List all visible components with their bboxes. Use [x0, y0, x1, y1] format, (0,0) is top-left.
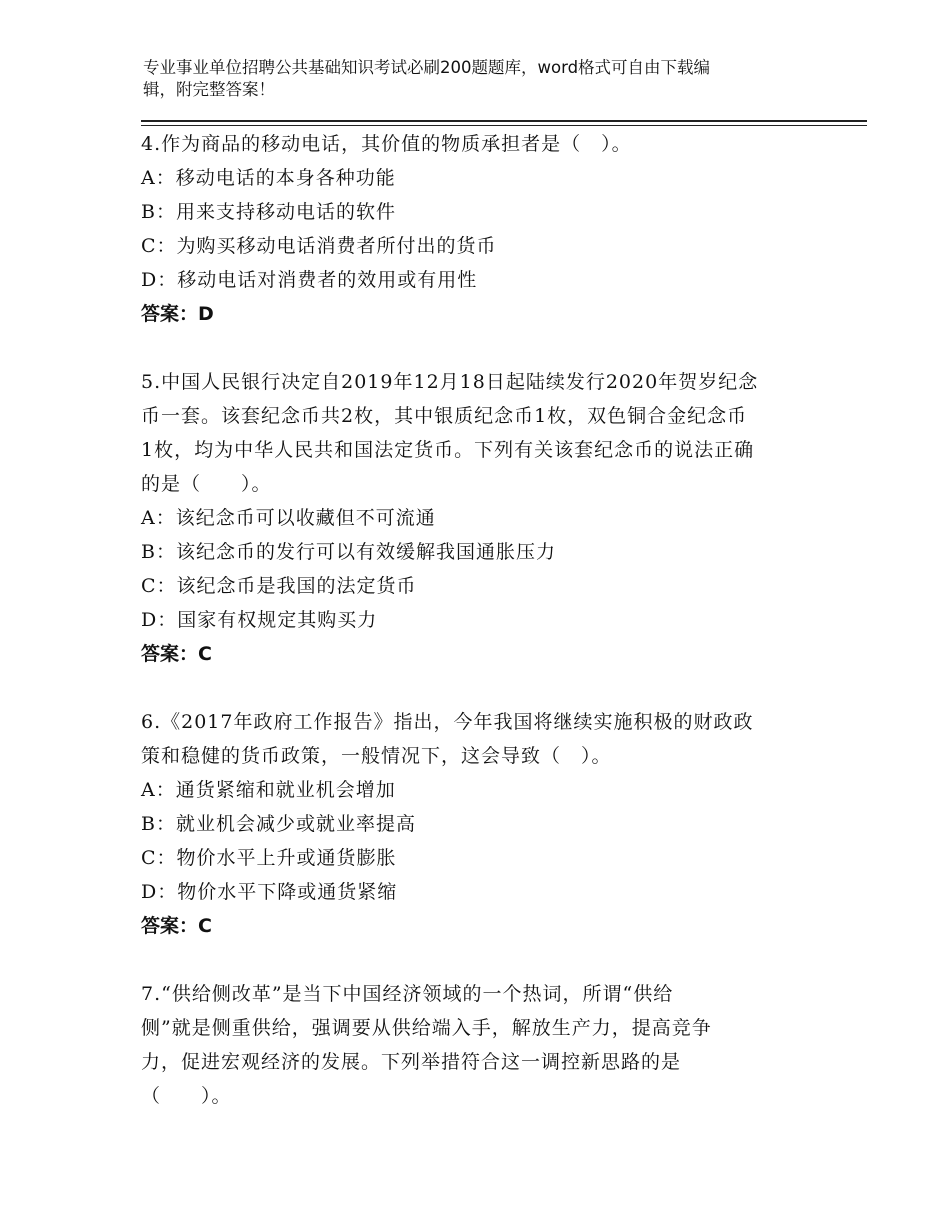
question-4-option-c: C：为购买移动电话消费者所付出的货币 — [141, 235, 497, 257]
question-6-option-c: C：物价水平上升或通货膨胀 — [141, 847, 397, 869]
header-line-1: 专业事业单位招聘公共基础知识考试必刷200题题库，word格式可自由下载编 — [143, 58, 711, 77]
question-6-stem-line-1: 6.《2017年政府工作报告》指出，今年我国将继续实施积极的财政政 — [141, 711, 754, 733]
question-7-stem-line-4: （ ）。 — [141, 1085, 232, 1107]
question-4-stem-line-1: 4.作为商品的移动电话，其价值的物质承担者是（ ）。 — [141, 133, 632, 155]
document-header — [143, 57, 793, 101]
question-5-stem-line-3: 1枚，均为中华人民共和国法定货币。下列有关该套纪念币的说法正确 — [141, 439, 755, 461]
question-5-option-d: D：国家有权规定其购买力 — [141, 609, 378, 631]
question-4-option-b: B：用来支持移动电话的软件 — [141, 201, 396, 223]
question-5-option-a: A：该纪念币可以收藏但不可流通 — [141, 507, 436, 529]
question-4-option-d: D：移动电话对消费者的效用或有用性 — [141, 269, 478, 291]
question-4 — [141, 127, 821, 331]
question-5-option-c: C：该纪念币是我国的法定货币 — [141, 575, 417, 597]
question-5 — [141, 365, 821, 671]
question-6-answer: 答案：C — [141, 915, 212, 937]
question-5-answer: 答案：C — [141, 643, 212, 665]
question-7-stem-line-1: 7.“供给侧改革”是当下中国经济领域的一个热词，所谓“供给 — [141, 983, 674, 1005]
question-6-option-a: A：通货紧缩和就业机会增加 — [141, 779, 396, 801]
question-6 — [141, 705, 821, 943]
question-6-stem-line-2: 策和稳健的货币政策，一般情况下，这会导致（ ）。 — [141, 745, 612, 767]
question-7-stem-line-2: 侧”就是侧重供给，强调要从供给端入手，解放生产力，提高竞争 — [141, 1017, 712, 1039]
question-7-stem-line-3: 力，促进宏观经济的发展。下列举措符合这一调控新思路的是 — [141, 1051, 682, 1073]
header-rule-thick — [141, 120, 867, 122]
question-6-option-b: B：就业机会减少或就业率提高 — [141, 813, 416, 835]
header-rule-thin — [141, 125, 867, 126]
question-4-option-a: A：移动电话的本身各种功能 — [141, 167, 396, 189]
question-5-stem-line-2: 币一套。该套纪念币共2枚，其中银质纪念币1枚，双色铜合金纪念币 — [141, 405, 748, 427]
question-7 — [141, 977, 821, 1113]
header-line-2: 辑，附完整答案！ — [143, 80, 275, 99]
question-6-option-d: D：物价水平下降或通货紧缩 — [141, 881, 398, 903]
question-5-option-b: B：该纪念币的发行可以有效缓解我国通胀压力 — [141, 541, 556, 563]
question-5-stem-line-1: 5.中国人民银行决定自2019年12月18日起陆续发行2020年贺岁纪念 — [141, 371, 759, 393]
question-list — [141, 127, 821, 1113]
question-5-stem-line-4: 的是（ ）。 — [141, 473, 272, 495]
question-4-answer: 答案：D — [141, 303, 214, 325]
